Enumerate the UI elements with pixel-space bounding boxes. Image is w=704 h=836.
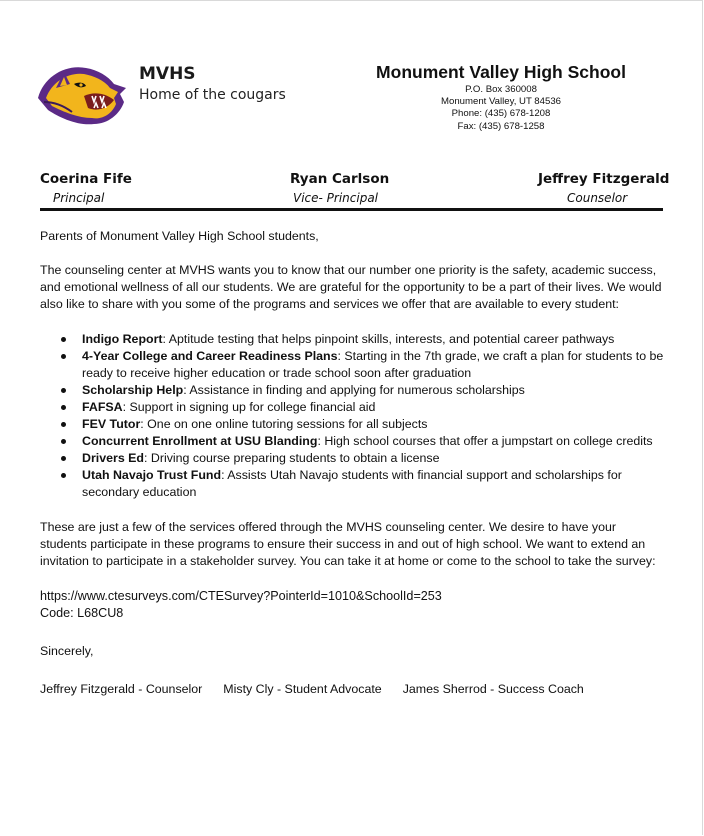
outro-paragraph: These are just a few of the services offered through the MVHS counseling center. We desire to have your students participate in these programs to ensure their success in and out of high school. We want to extend an invitation to participate in a stakeholder survey. You can take it at home or come to the school to take the survey:: [40, 520, 656, 568]
cougar-logo: [34, 58, 130, 128]
list-item: [40, 382, 665, 399]
school-tagline: Home of the cougars: [139, 87, 286, 103]
salutation: Parents of Monument Valley High School students,: [40, 229, 319, 243]
survey-url: https://www.ctesurveys.com/CTESurvey?PointerId=1010&SchoolId=253: [40, 589, 442, 603]
bullet-icon: [61, 405, 66, 410]
service-name: Indigo Report: [82, 332, 163, 346]
vice-principal-role: Vice- Principal: [293, 191, 379, 205]
services-list: [40, 331, 665, 501]
service-desc: : Assistance in finding and applying for numerous scholarships: [183, 383, 525, 397]
bullet-icon: [61, 422, 66, 427]
bullet-icon: [61, 354, 66, 359]
service-desc: : Starting in the 7th grade, we craft a plan for students to be ready to receive higher education or trade school soon after graduation: [82, 349, 664, 380]
bullet-icon: [61, 388, 66, 393]
list-item: [40, 450, 665, 467]
list-item: [40, 331, 665, 348]
signature-counselor: Jeffrey Fitzgerald - Counselor: [40, 682, 203, 696]
header-divider: [40, 208, 663, 211]
intro-paragraph: The counseling center at MVHS wants you to know that our number one priority is the safety, academic success, and emotional wellness of all our students. We are grateful for the opportunity to be a part of their lives. We would also like to share with you some of the programs and services we offer that are available to every student:: [40, 263, 662, 311]
signature-line: [40, 681, 665, 698]
principal-name: Coerina Fife: [40, 171, 132, 187]
service-name: Concurrent Enrollment at USU Blanding: [82, 434, 318, 448]
bullet-icon: [61, 473, 66, 478]
service-name: Drivers Ed: [82, 451, 144, 465]
service-name: FEV Tutor: [82, 417, 141, 431]
service-desc: : Support in signing up for college financial aid: [122, 400, 376, 414]
service-name: 4-Year College and Career Readiness Plans: [82, 349, 338, 363]
service-name: Scholarship Help: [82, 383, 184, 397]
signature-coach: James Sherrod - Success Coach: [402, 682, 584, 696]
address-line: Monument Valley, UT 84536: [441, 96, 561, 108]
service-name: Utah Navajo Trust Fund: [82, 468, 222, 482]
survey-code: Code: L68CU8: [40, 606, 124, 620]
school-short-name: MVHS: [139, 64, 196, 84]
list-item: [40, 348, 665, 382]
counselor-name: Jeffrey Fitzgerald: [538, 171, 670, 187]
school-full-name: Monument Valley High School: [376, 62, 626, 82]
counselor-role: Counselor: [567, 191, 628, 205]
letter-body: [40, 228, 665, 698]
address-line: P.O. Box 360008: [465, 84, 537, 95]
bullet-icon: [61, 337, 66, 342]
list-item: [40, 399, 665, 416]
fax-line: Fax: (435) 678-1258: [457, 120, 545, 132]
service-desc: : Aptitude testing that helps pinpoint skills, interests, and potential career pathways: [162, 332, 615, 346]
service-desc: : Driving course preparing students to obtain a license: [143, 451, 440, 465]
service-desc: : One on one online tutoring sessions for all subjects: [140, 417, 428, 431]
list-item: [40, 433, 665, 450]
list-item: [40, 416, 665, 433]
service-desc: : Assists Utah Navajo students with financial support and scholarships for secondary education: [82, 468, 622, 499]
service-desc: : High school courses that offer a jumpstart on college credits: [317, 434, 653, 448]
list-item: [40, 467, 665, 501]
signature-advocate: Misty Cly - Student Advocate: [223, 682, 382, 696]
phone-line: Phone: (435) 678-1208: [451, 108, 551, 120]
closing: Sincerely,: [40, 644, 94, 658]
principal-role: Principal: [53, 191, 105, 205]
bullet-icon: [61, 439, 66, 444]
vice-principal-name: Ryan Carlson: [290, 171, 390, 187]
bullet-icon: [61, 456, 66, 461]
school-address: [380, 84, 622, 133]
service-name: FAFSA: [82, 400, 123, 414]
